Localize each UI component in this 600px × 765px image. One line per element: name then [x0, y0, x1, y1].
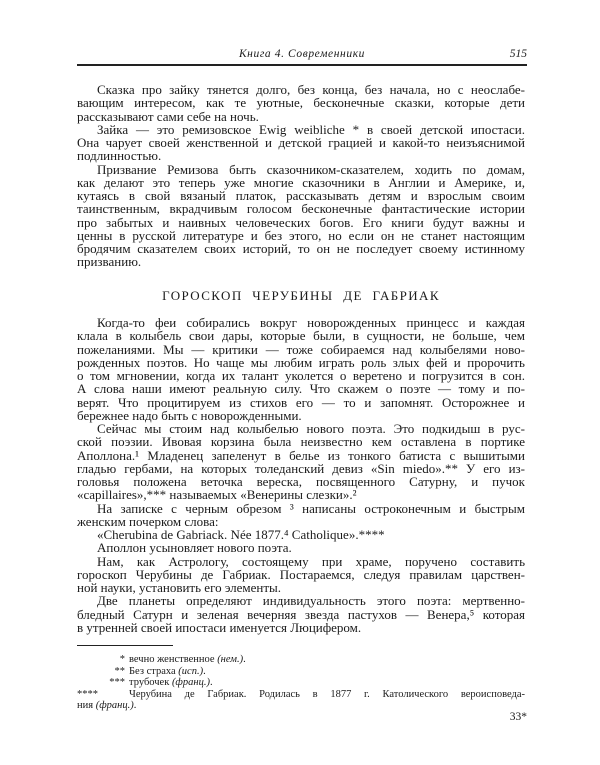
text-line: гороскоп Черубины де Габриак. Постараемся, следуя правилам царствен-	[77, 566, 525, 582]
footnote-end: .	[133, 700, 137, 712]
text-line: Сказка про зайку тянется долго, без конца, без начала, но с неослабе-	[97, 82, 525, 97]
text-line: «Cherubina de Gabriack. Née 1877.⁴ Catholique».****	[97, 527, 385, 542]
text-line: вающим интересом, как те уютные, бесконечные сказки, которые дети	[77, 95, 525, 111]
text-line: гладью гербами, на которых толеданский девиз «Sin miedo».** У его из-	[77, 460, 525, 476]
footnote-marker: **	[114, 665, 125, 677]
footnote	[77, 677, 525, 689]
footnote-end: .	[243, 654, 246, 665]
text-line: рожденных поэтов. Но чаще мы любим играть роль злых фей и пророчить	[77, 354, 525, 370]
text-line: Сейчас мы стоим над колыбелью нового поэта. Это подкидыш в рус-	[97, 421, 525, 436]
footnotes	[77, 654, 525, 712]
footnote-text: вечно женственное	[129, 654, 215, 665]
footnote-text: Черубина де Габриак. Родилась в 1877 г. Католического вероисповеда-	[129, 688, 525, 700]
section-text-remizov	[77, 83, 525, 269]
text-line: верят. Что процитируем из стихов его — то и запомнят. Осторожнее и	[77, 394, 525, 410]
chapter-heading: ГОРОСКОП ЧЕРУБИНЫ ДЕ ГАБРИАК	[162, 288, 440, 303]
text-line: Аполлон усыновляет нового поэта.	[97, 540, 292, 556]
text-line: Она чарует своей женственной и детской грацией и какой-то неизъяснимой	[77, 135, 525, 150]
text-line: как делают это теперь уже многие сказочники в Англии и Америке, и,	[77, 174, 525, 190]
text-line: Зайка — это ремизовское Ewig weibliche * в своей детской ипостаси.	[97, 121, 525, 137]
footnote-text-cont: ния	[77, 700, 94, 712]
text-line: бродячим сказателем своих историй, то он не последует своему истинному	[77, 241, 525, 256]
footnote	[77, 654, 525, 666]
text-line: таинственным, вкрадчивым голосом бесконечные фантастические истории	[77, 201, 525, 217]
footnote-end: .	[209, 677, 213, 689]
footnote-language: (нем.)	[217, 654, 244, 665]
footnote-text: Без страха	[129, 665, 176, 677]
header-rule	[77, 64, 527, 66]
signature-mark: 33*	[509, 711, 527, 723]
footnote-language: (исп.)	[178, 665, 204, 677]
text-line: о том мгновении, когда их талант уколется о веретено и погрузится в сон.	[77, 368, 525, 383]
text-line: Когда-то феи собирались вокруг новорожденных принцесс и каждая	[97, 315, 525, 330]
text-line: женским почерком слова:	[77, 513, 219, 529]
text-line: пожеланиями. Мы — критики — тоже собираемся над колыбелями ново-	[77, 341, 525, 357]
text-line: кутаясь в свой вязаный платок, рассказывать детям и взрослым своим	[77, 188, 525, 203]
text-line: Нам, как Астрологу, состоящему при храме, поручено составить	[97, 553, 525, 569]
running-header	[77, 48, 527, 62]
text-line: подлинностью.	[77, 148, 162, 164]
page-number: 515	[509, 48, 527, 60]
text-line: ской поэзии. Ивовая корзина была неизвестно кем оставлена в портике	[77, 434, 525, 450]
footnote-continuation	[77, 700, 525, 712]
footnote-text: трубочек	[129, 677, 170, 689]
text-line: рассказывают сами себе на ночь.	[77, 108, 259, 124]
text-line: головья положена веточка вереска, посвященного Сатурну, и пучок	[77, 474, 525, 489]
footnote-language: (франц.)	[95, 700, 134, 712]
text-line: Аполлона.¹ Младенец запеленут в белье из тонкого батиста с вышитыми	[77, 447, 525, 463]
text-line: в утренней своей ипостаси именуется Люцифером.	[77, 619, 362, 635]
text-line: ценны в русской литературе и без этого, но если он не станет настоящим	[77, 227, 525, 243]
footnote-end: .	[203, 665, 206, 677]
text-line: На записке с черным обрезом ³ написаны остроконечным и быстрым	[97, 500, 525, 516]
text-line: призванию.	[77, 254, 142, 270]
text-line: про забытых и наивных человеческих богов. Его книги будут важны и	[77, 214, 525, 230]
text-line: Две планеты определяют индивидуальность этого поэта: мертвенно-	[97, 593, 525, 609]
text-line: ной науки, установить его элементы.	[77, 580, 282, 595]
footnote-marker: ****	[77, 688, 98, 700]
text-line: Призвание Ремизова быть сказочником-сказателем, ходить по домам,	[97, 161, 525, 177]
running-title: Книга 4. Современники	[238, 48, 366, 60]
text-line: бледный Сатурн и зеленая вечерняя звезда пастухов — Венера,⁵ которая	[77, 606, 525, 622]
text-line: «capillaires»,*** называемых «Венерины слезки».²	[77, 487, 357, 503]
footnote-separator	[77, 645, 173, 646]
text-line: А слова наши имеют реальную силу. Что скажем о поэте — тому и по-	[77, 381, 525, 397]
footnote-marker: ***	[109, 677, 125, 689]
text-line: бережнее надо быть с новорожденными.	[77, 407, 302, 423]
text-line: клала в колыбель свои дары, которые были, в сущности, не больше, чем	[77, 328, 525, 344]
footnote-marker: *	[119, 654, 125, 665]
footnote	[77, 689, 525, 701]
footnote	[77, 666, 525, 678]
footnote-language: (франц.)	[171, 677, 210, 689]
section-text-cherubina	[77, 316, 525, 634]
